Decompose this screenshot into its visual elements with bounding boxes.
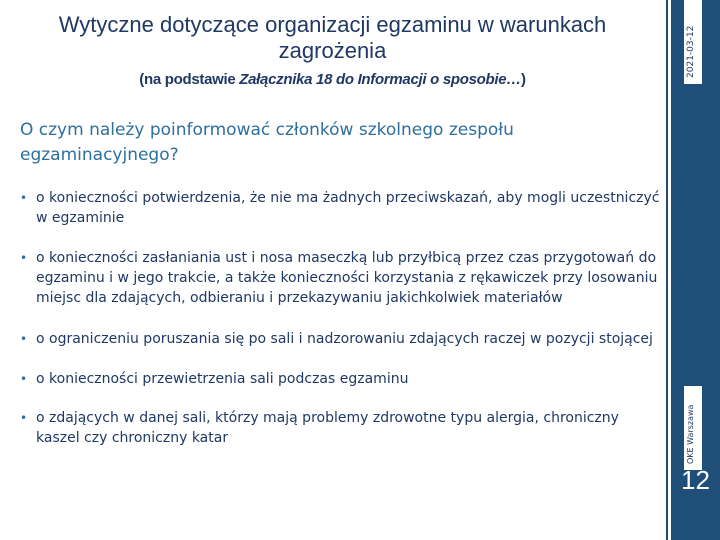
slide-title: Wytyczne dotyczące organizacji egzaminu w warunkach zagrożenia [58,12,607,63]
slide-date: 2021-03-12 [686,8,700,78]
bullet-icon: • [20,251,28,265]
bullet-text: o zdających w danej sali, którzy mają problemy zdrowotne typu alergia, chroniczny kaszel czy chroniczny katar [36,410,619,446]
bullet-text: o konieczności potwierdzenia, że nie ma żadnych przeciwskazań, aby mogli uczestniczyć w egzaminie [36,190,660,226]
subtitle-suffix: ) [521,71,526,88]
bullet-item [20,188,660,228]
bullet-item [20,329,660,349]
slide-subtitle [40,71,625,88]
bullet-icon: • [20,191,28,205]
subtitle-prefix: (na podstawie [139,71,240,88]
bullet-icon: • [20,411,28,425]
bullet-text: o ograniczeniu poruszania się po sali i nadzorowaniu zdających raczej w pozycji stojącej [36,331,653,347]
bullet-item [20,369,660,389]
bullet-text: o konieczności przewietrzenia sali podczas egzaminu [36,371,409,387]
bullet-text: o konieczności zasłaniania ust i nosa maseczką lub przyłbicą przez czas przygotowań do egzaminu i w jego trakcie, a także konieczności korzystania z rękawiczek przy losowaniu miejsc dla zdających, odbieraniu i przekazywaniu jakichkolwiek materiałów [36,250,658,306]
bullet-icon: • [20,372,28,386]
subtitle-reference: Załącznika 18 do Informacji o sposobie… [239,71,521,88]
bullet-list [20,188,660,448]
sidebar-divider [666,0,668,540]
section-question: O czym należy poinformować członków szkolnego zespołu egzaminacyjnego? [20,120,514,165]
bullet-item [20,248,660,308]
page-number: 12 [681,465,710,495]
bullet-item [20,408,660,448]
bullet-icon: • [20,332,28,346]
slide-footer: OKE Warszawa [686,392,700,464]
